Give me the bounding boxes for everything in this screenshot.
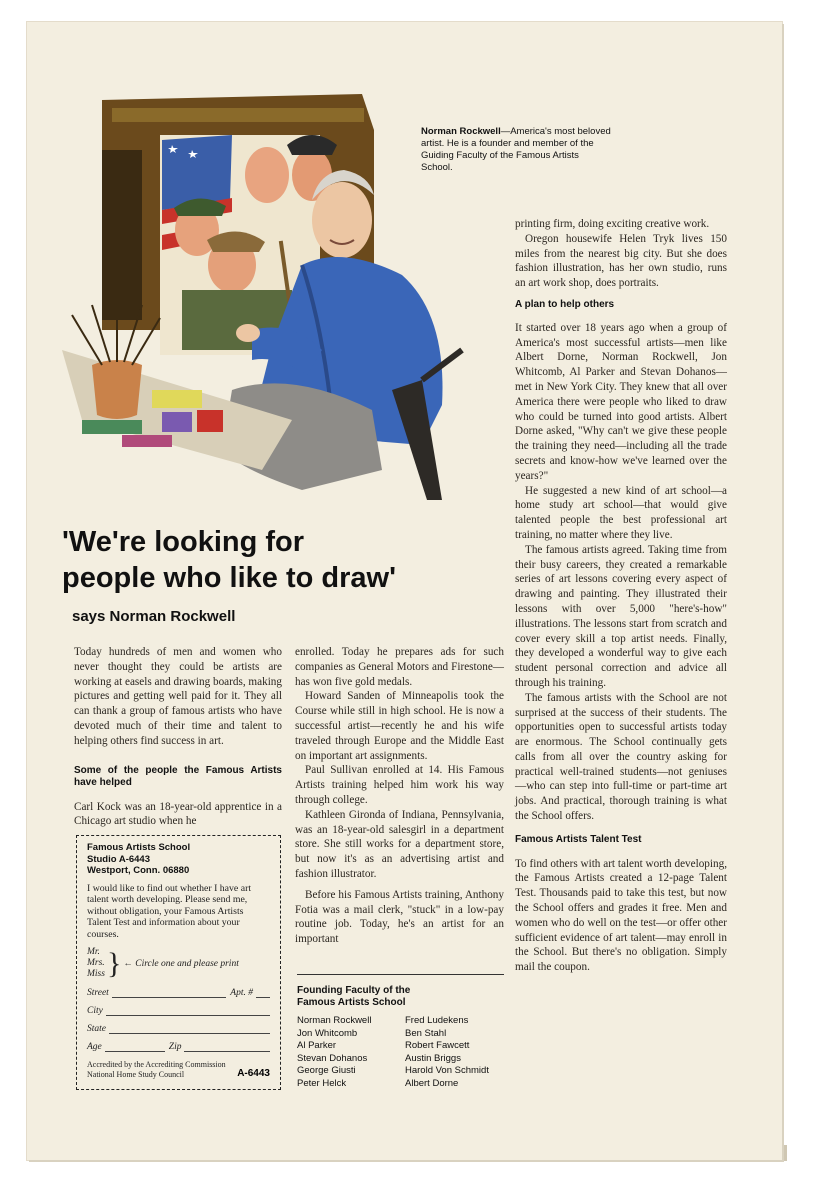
faculty-member: George Giusti — [297, 1065, 356, 1076]
circle-instruction: ← Circle one and please print — [123, 958, 239, 969]
coupon-school: Famous Artists School — [87, 842, 191, 853]
column-1 — [74, 645, 282, 829]
sanden-paragraph: Howard Sanden of Minneapolis took the Course while still in high school. He is now a successful artist—recently he and his wife traveled through Europe and the Middle East on important art assignments. — [295, 690, 504, 762]
faculty-box — [297, 985, 507, 1090]
street-field[interactable] — [87, 988, 270, 998]
faculty-member: Harold Von Schmidt — [405, 1065, 489, 1076]
title-miss[interactable]: Miss — [87, 969, 105, 979]
helped-subhead: Some of the people the Famous Artists have helped — [74, 764, 282, 789]
caption-text: —America's most beloved artist. He is a founder and member of the Guiding Faculty of the Famous Artists School. — [421, 126, 611, 173]
home-study-paragraph: He suggested a new kind of art school—a home study art school—that would give talented people the best professional art training, no matter where they live. — [515, 484, 727, 541]
state-label: State — [87, 1024, 106, 1034]
tryk-paragraph: Oregon housewife Helen Tryk lives 150 miles from the nearest big city. But she does fashion illustration, has her own studio, runs an art work shop, does portraits. — [515, 232, 727, 290]
fotia-paragraph: Before his Famous Artists training, Anthony Fotia was a mail clerk, "stuck" in a low-pay routine job. Today, he's an artist for an important — [295, 888, 504, 946]
talent-test-paragraph: To find others with art talent worth developing, the Famous Artists created a 12-page Talent Test. Thousands paid to take this test, but now the School offers and grades it free. Men and women who do well on the test—or offer other sufficient evidence of art talent—may enroll in the School. But there's no obligation. Simply mail the coupon. — [515, 857, 727, 974]
faculty-member: Peter Helck — [297, 1077, 347, 1089]
accreditation-text: Accredited by the Accrediting Commission National Home Study Council — [87, 1060, 226, 1079]
state-field[interactable] — [87, 1024, 270, 1034]
column-2 — [295, 645, 504, 947]
faculty-divider — [297, 974, 504, 975]
gironda-paragraph: Kathleen Gironda of Indiana, Pennsylvania, was an 18-year-old salesgirl in a department store. She still works for a department store, but now it's as an advertising artist and fashion illustrator. — [295, 808, 504, 880]
age-label: Age — [87, 1042, 102, 1052]
byline: says Norman Rockwell — [72, 608, 236, 625]
sullivan-paragraph: Paul Sullivan enrolled at 14. His Famous Artists training helped him work his way through college. — [295, 764, 504, 806]
success-paragraph: The famous artists with the School are not surprised at the success of their students. The opportunities open to successful artists today are enormous. The School continually gets calls from all over the country asking for practical well-trained students—not geniuses—who can step into full-time or part-time art jobs. And practical, thorough training is what the School offers. — [515, 691, 727, 823]
caption-name: Norman Rockwell — [421, 126, 501, 137]
faculty-member: Stevan Dohanos — [297, 1052, 368, 1064]
faculty-member: Norman Rockwell — [297, 1015, 372, 1026]
city-field[interactable] — [87, 1006, 270, 1016]
faculty-member: Fred Ludekens — [405, 1015, 469, 1026]
street-label: Street — [87, 988, 109, 998]
coupon-code: A-6443 — [237, 1068, 270, 1079]
headline-line-1: 'We're looking for — [62, 526, 305, 558]
title-mr[interactable]: Mr. — [87, 947, 100, 957]
plan-subhead: A plan to help others — [515, 298, 615, 310]
faculty-member: Jon Whitcomb — [297, 1027, 358, 1039]
faculty-member: Ben Stahl — [405, 1027, 447, 1039]
faculty-member: Albert Dorne — [405, 1077, 459, 1089]
city-label: City — [87, 1006, 103, 1016]
carl-continued: enrolled. Today he prepares ads for such companies as General Motors and Firestone—has won five gold medals. — [295, 646, 504, 688]
plan-paragraph: It started over 18 years ago when a group of America's most successful artists—men like Albert Dorne, Norman Rockwell, Jon Whitcomb, Al Parker and Stevan Dohanos—met in New York City. They knew that all over America there were people who liked to draw who could be turned into good artists. Albert Dorne asked, "Why can't we give these people the training they need—including all the trade secrets and know-how we've learned over the years?" — [515, 321, 727, 482]
brace-icon: } — [106, 946, 122, 980]
age-zip-field[interactable] — [87, 1042, 270, 1052]
intro-paragraph: Today hundreds of men and women who never thought they could be artists are working at easels and drawing boards, making pictures and getting well paid for it. They all can thank a group of famous artists who have devoted much of their time and talent to helping others find success in art. — [74, 646, 282, 747]
rockwell-illustration — [62, 90, 482, 510]
coupon-studio: Studio A-6443 — [87, 853, 150, 865]
headline-line-2: people who like to draw' — [62, 562, 396, 594]
title-mrs[interactable]: Mrs. — [87, 958, 105, 968]
carl-paragraph: Carl Kock was an 18-year-old apprentice in a Chicago art studio when he — [74, 800, 282, 828]
coupon-text: I would like to find out whether I have art talent worth developing. Please send me, without obligation, your Famous Artists Talent Test and information about your courses. — [87, 882, 252, 940]
faculty-title: Founding Faculty of the Famous Artists School — [297, 985, 411, 1008]
column-3 — [515, 217, 727, 975]
faculty-member: Al Parker — [297, 1040, 337, 1051]
faculty-member: Robert Fawcett — [405, 1040, 470, 1051]
faculty-member: Austin Briggs — [405, 1052, 461, 1064]
lessons-paragraph: The famous artists agreed. Taking time from their busy careers, they created a remarkable series of art lessons covering every aspect of drawing and painting. They illustrated their lessons with over 5,000 "here's-how" illustrations. The lessons start from scratch and cover every skill a top artist needs. Finally, they developed a wonderful way to give each student personal correction and advice all through his training. — [515, 543, 727, 689]
coupon-city: Westport, Conn. 06880 — [87, 865, 190, 876]
fotia-continued: printing firm, doing exciting creative work. — [515, 218, 710, 230]
illustration-caption — [421, 126, 611, 174]
zip-label: Zip — [168, 1042, 182, 1052]
talent-test-subhead: Famous Artists Talent Test — [515, 833, 642, 845]
headline — [62, 524, 482, 596]
apt-label: Apt. # — [230, 988, 253, 998]
mail-coupon[interactable] — [76, 835, 281, 1090]
